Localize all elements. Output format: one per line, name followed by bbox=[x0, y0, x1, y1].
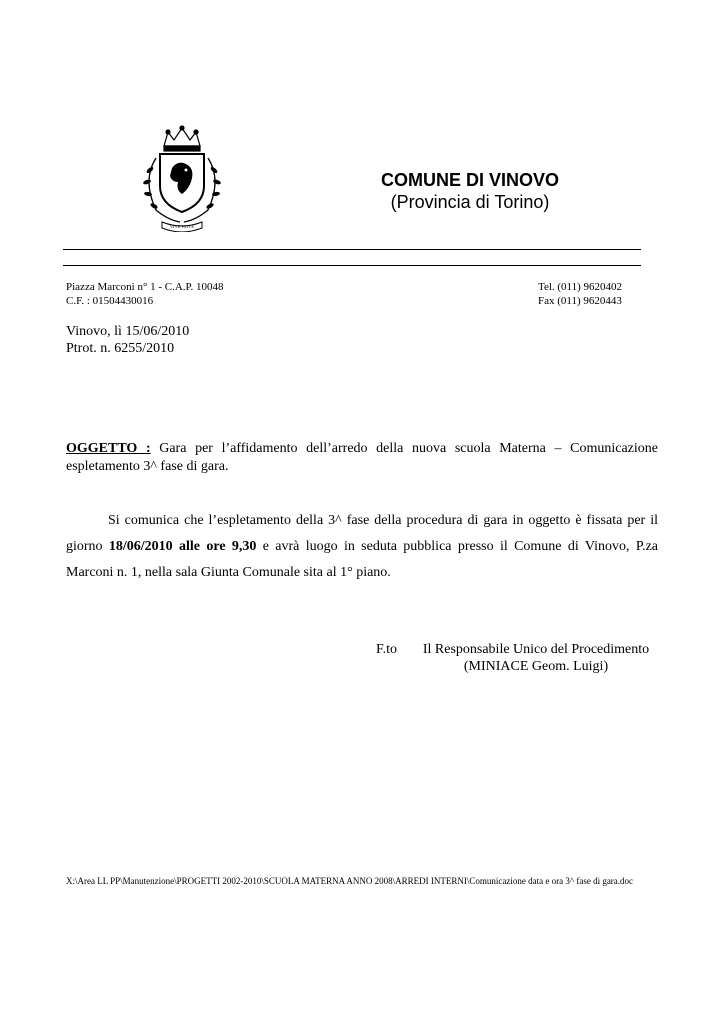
header-divider-bottom bbox=[63, 265, 641, 266]
document-meta bbox=[66, 323, 189, 357]
tel-line: Tel. (011) 9620402 bbox=[538, 281, 623, 293]
page-subtitle: (Provincia di Torino) bbox=[390, 192, 550, 212]
place-date: Vinovo, lì 15/06/2010 bbox=[66, 324, 190, 339]
protocol-number: Ptrot. n. 6255/2010 bbox=[66, 341, 175, 356]
signature-prefix: F.to bbox=[376, 642, 398, 657]
contact-left bbox=[66, 280, 223, 308]
subject-label: OGGETTO : bbox=[66, 441, 151, 456]
body-text-2: e avrà luogo in seduta pubblica presso il Comune di Vinovo, P.za Marconi n. 1, nella sala Giunta Comunale sita al 1° piano. bbox=[66, 539, 658, 580]
subject-text: Gara per l’affidamento dell’arredo della nuova scuola Materna – Comunicazione espletamento 3^ fase di gara. bbox=[66, 441, 658, 474]
signature-role: Il Responsabile Unico del Procedimento bbox=[422, 642, 650, 657]
crest-motto: VIVE NOVE bbox=[169, 224, 195, 229]
file-path-footer: X:\Area LL PP\Manutenzione\PROGETTI 2002-2010\SCUOLA MATERNA ANNO 2008\ARREDI INTERNI\Comunicazione data e ora 3^ fase di gara.doc bbox=[66, 876, 634, 886]
body-paragraph bbox=[66, 508, 658, 586]
signature-name: (MINIACE Geom. Luigi) bbox=[463, 659, 609, 674]
body-date-time: 18/06/2010 alle ore 9,30 bbox=[108, 539, 257, 554]
signature-block bbox=[414, 641, 658, 675]
fax-line: Fax (011) 9620443 bbox=[538, 295, 622, 307]
address-line: Piazza Marconi n° 1 - C.A.P. 10048 bbox=[66, 281, 224, 293]
header-divider-top bbox=[63, 249, 641, 250]
body-text-1: Si comunica che l’espletamento della 3^ fase della procedura di gara in oggetto è fissata per il giorno bbox=[66, 513, 658, 554]
municipal-crest-logo bbox=[134, 124, 230, 232]
subject-paragraph bbox=[66, 440, 658, 476]
contact-right bbox=[538, 280, 622, 308]
page-title: COMUNE DI VINOVO bbox=[380, 170, 559, 190]
cf-line: C.F. : 01504430016 bbox=[66, 295, 154, 307]
